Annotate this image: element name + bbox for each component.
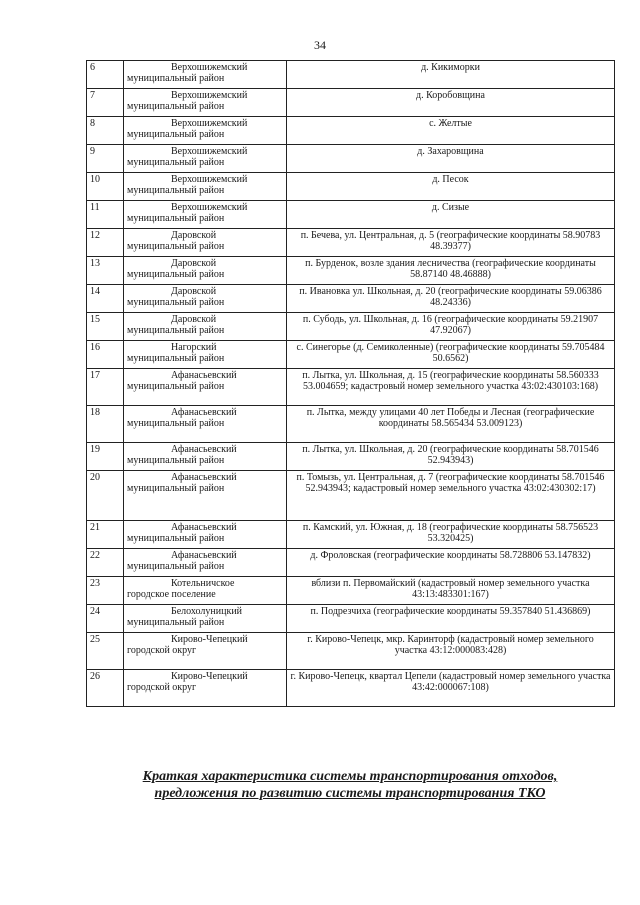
row-number: 22 <box>87 549 124 577</box>
locality-cell: п. Бурденок, возле здания лесничества (географические координаты 58.87140 48.46888) <box>287 257 615 285</box>
locality-cell: д. Фроловская (географические координаты 58.728806 53.147832) <box>287 549 615 577</box>
district-cell <box>124 89 287 117</box>
district-name: Кирово-Чепецкий <box>171 634 248 645</box>
district-cell <box>124 173 287 201</box>
district-name: Нагорский <box>171 342 217 353</box>
district-type: городской округ <box>127 645 197 656</box>
district-name: Верхошижемский <box>171 202 248 213</box>
district-type: муниципальный район <box>127 213 225 224</box>
locality-cell: п. Томызь, ул. Центральная, д. 7 (географические координаты 58.701546 52.943943; кадастровый номер земельного участка 43:02:430302:17) <box>287 471 615 521</box>
district-name: Даровской <box>171 314 217 325</box>
district-name: Афанасьевский <box>171 370 237 381</box>
table-row <box>87 670 615 707</box>
table-row <box>87 313 615 341</box>
locality-cell: п. Камский, ул. Южная, д. 18 (географические координаты 58.756523 53.320425) <box>287 521 615 549</box>
district-cell <box>124 341 287 369</box>
locality-cell: п. Субодь, ул. Школьная, д. 16 (географические координаты 59.21907 47.92067) <box>287 313 615 341</box>
row-number: 19 <box>87 443 124 471</box>
page-number: 34 <box>314 38 326 52</box>
district-name: Афанасьевский <box>171 550 237 561</box>
district-type: муниципальный район <box>127 73 225 84</box>
table-row <box>87 605 615 633</box>
table-row <box>87 89 615 117</box>
row-number: 12 <box>87 229 124 257</box>
table-row <box>87 471 615 521</box>
district-name: Даровской <box>171 258 217 269</box>
row-number: 26 <box>87 670 124 707</box>
locality-cell: п. Лытка, ул. Школьная, д. 20 (географические координаты 58.701546 52.943943) <box>287 443 615 471</box>
district-cell <box>124 145 287 173</box>
table-row <box>87 117 615 145</box>
table-row <box>87 285 615 313</box>
table-row <box>87 257 615 285</box>
district-name: Афанасьевский <box>171 444 237 455</box>
district-type: муниципальный район <box>127 157 225 168</box>
district-name: Верхошижемский <box>171 90 248 101</box>
district-name: Афанасьевский <box>171 407 237 418</box>
district-type: муниципальный район <box>127 241 225 252</box>
row-number: 13 <box>87 257 124 285</box>
district-cell <box>124 670 287 707</box>
locality-cell: д. Сизые <box>287 201 615 229</box>
district-type: муниципальный район <box>127 101 225 112</box>
district-name: Кирово-Чепецкий <box>171 671 248 682</box>
table-row <box>87 577 615 605</box>
table-row <box>87 61 615 89</box>
district-cell <box>124 406 287 443</box>
row-number: 15 <box>87 313 124 341</box>
locality-cell: п. Лытка, между улицами 40 лет Победы и Лесная (географические координаты 58.565434 53.009123) <box>287 406 615 443</box>
locality-cell: п. Подрезчиха (географические координаты 59.357840 51.436869) <box>287 605 615 633</box>
row-number: 18 <box>87 406 124 443</box>
row-number: 8 <box>87 117 124 145</box>
district-type: муниципальный район <box>127 297 225 308</box>
row-number: 24 <box>87 605 124 633</box>
district-cell <box>124 229 287 257</box>
locality-cell: с. Желтые <box>287 117 615 145</box>
row-number: 21 <box>87 521 124 549</box>
locality-cell: с. Синегорье (д. Семиколенные) (географические координаты 59.705484 50.6562) <box>287 341 615 369</box>
locality-cell: п. Ивановка ул. Школьная, д. 20 (географические координаты 59.06386 48.24336) <box>287 285 615 313</box>
row-number: 23 <box>87 577 124 605</box>
table-row <box>87 549 615 577</box>
district-cell <box>124 61 287 89</box>
district-name: Верхошижемский <box>171 118 248 129</box>
district-cell <box>124 257 287 285</box>
row-number: 16 <box>87 341 124 369</box>
district-type: муниципальный район <box>127 617 225 628</box>
district-name: Котельничское <box>171 578 235 589</box>
row-number: 7 <box>87 89 124 117</box>
district-type: муниципальный район <box>127 561 225 572</box>
district-cell <box>124 521 287 549</box>
district-type: городское поселение <box>127 589 216 600</box>
district-cell <box>124 313 287 341</box>
district-name: Верхошижемский <box>171 62 248 73</box>
table-row <box>87 341 615 369</box>
district-cell <box>124 201 287 229</box>
district-type: муниципальный район <box>127 418 225 429</box>
district-cell <box>124 633 287 670</box>
table-row <box>87 145 615 173</box>
table-row <box>87 369 615 406</box>
row-number: 17 <box>87 369 124 406</box>
row-number: 10 <box>87 173 124 201</box>
district-name: Даровской <box>171 286 217 297</box>
row-number: 6 <box>87 61 124 89</box>
district-cell <box>124 443 287 471</box>
district-cell <box>124 285 287 313</box>
district-type: городской округ <box>127 682 197 693</box>
district-type: муниципальный район <box>127 533 225 544</box>
district-type: муниципальный район <box>127 381 225 392</box>
section-caption-line1: Краткая характеристика системы транспортирования отходов, <box>142 769 558 784</box>
table-row <box>87 633 615 670</box>
district-type: муниципальный район <box>127 483 225 494</box>
table-row <box>87 406 615 443</box>
table-row <box>87 229 615 257</box>
locality-cell: вблизи п. Первомайский (кадастровый номер земельного участка 43:13:483301:167) <box>287 577 615 605</box>
district-name: Белохолуницкий <box>171 606 243 617</box>
district-type: муниципальный район <box>127 129 225 140</box>
row-number: 14 <box>87 285 124 313</box>
row-number: 9 <box>87 145 124 173</box>
table-row <box>87 173 615 201</box>
table-row <box>87 201 615 229</box>
table-row <box>87 521 615 549</box>
row-number: 25 <box>87 633 124 670</box>
district-cell <box>124 605 287 633</box>
section-caption-line2: предложения по развитию системы транспортирования ТКО <box>154 786 546 801</box>
district-cell <box>124 577 287 605</box>
district-cell <box>124 117 287 145</box>
row-number: 20 <box>87 471 124 521</box>
registry-table <box>86 60 615 707</box>
district-name: Афанасьевский <box>171 472 237 483</box>
district-type: муниципальный район <box>127 353 225 364</box>
locality-cell: г. Кирово-Чепецк, мкр. Каринторф (кадастровый номер земельного участка 43:12:000083:428) <box>287 633 615 670</box>
row-number: 11 <box>87 201 124 229</box>
district-name: Афанасьевский <box>171 522 237 533</box>
locality-cell: д. Песок <box>287 173 615 201</box>
district-cell <box>124 471 287 521</box>
district-name: Верхошижемский <box>171 146 248 157</box>
registry-table-body <box>87 61 615 707</box>
district-type: муниципальный район <box>127 269 225 280</box>
locality-cell: п. Бечева, ул. Центральная, д. 5 (географические координаты 58.90783 48.39377) <box>287 229 615 257</box>
district-type: муниципальный район <box>127 185 225 196</box>
locality-cell: п. Лытка, ул. Школьная, д. 15 (географические координаты 58.560333 53.004659; кадастровый номер земельного участка 43:02:430103:168) <box>287 369 615 406</box>
district-cell <box>124 549 287 577</box>
locality-cell: д. Кикиморки <box>287 61 615 89</box>
district-type: муниципальный район <box>127 455 225 466</box>
locality-cell: д. Захаровщина <box>287 145 615 173</box>
section-caption <box>86 768 614 802</box>
district-name: Верхошижемский <box>171 174 248 185</box>
district-cell <box>124 369 287 406</box>
locality-cell: г. Кирово-Чепецк, квартал Цепели (кадастровый номер земельного участка 43:42:000067:108) <box>287 670 615 707</box>
table-row <box>87 443 615 471</box>
district-type: муниципальный район <box>127 325 225 336</box>
district-name: Даровской <box>171 230 217 241</box>
locality-cell: д. Коробовщина <box>287 89 615 117</box>
